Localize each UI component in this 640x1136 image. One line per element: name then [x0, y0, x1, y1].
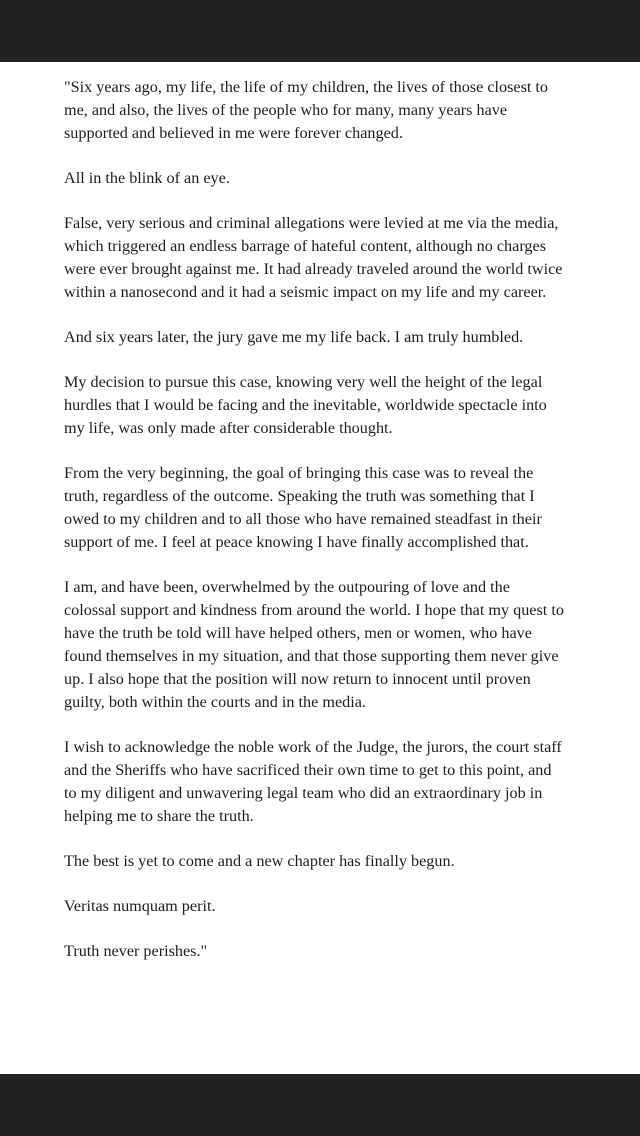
paragraph: False, very serious and criminal allegations were levied at me via the media, which triggered an endless barrage of hateful content, although no charges were ever brought against me. It had already traveled around the world twice within a nanosecond and it had a seismic impact on my life and my career. [64, 214, 563, 301]
paragraph: I wish to acknowledge the noble work of the Judge, the jurors, the court staff and the Sheriffs who have sacrificed their own time to get to this point, and to my diligent and unwavering legal team who did an extraordinary job in helping me to share the truth. [64, 738, 562, 825]
statement-text [64, 76, 564, 985]
document-page [0, 62, 640, 1074]
paragraph: The best is yet to come and a new chapter has finally begun. [64, 852, 455, 870]
top-dark-bar [0, 0, 640, 62]
paragraph: From the very beginning, the goal of bringing this case was to reveal the truth, regardless of the outcome. Speaking the truth was something that I owed to my children and to all those who have remained steadfast in their support of me. I feel at peace knowing I have finally accomplished that. [64, 464, 542, 551]
paragraph: Veritas numquam perit. [64, 897, 216, 915]
paragraph: "Six years ago, my life, the life of my children, the lives of those closest to me, and also, the lives of the people who for many, many years have supported and believed in me were forever changed. [64, 78, 549, 142]
paragraph: Truth never perishes." [64, 942, 208, 960]
bottom-dark-bar [0, 1074, 640, 1136]
paragraph: I am, and have been, overwhelmed by the outpouring of love and the colossal support and kindness from around the world. I hope that my quest to have the truth be told will have helped others, men or women, who have found themselves in my situation, and that those supporting them never give up. I also hope that the position will now return to innocent until proven guilty, both within the courts and in the media. [64, 578, 564, 711]
paragraph: My decision to pursue this case, knowing very well the height of the legal hurdles that I would be facing and the inevitable, worldwide spectacle into my life, was only made after considerable thought. [64, 373, 547, 437]
paragraph: All in the blink of an eye. [64, 169, 230, 187]
paragraph: And six years later, the jury gave me my life back. I am truly humbled. [64, 328, 524, 346]
